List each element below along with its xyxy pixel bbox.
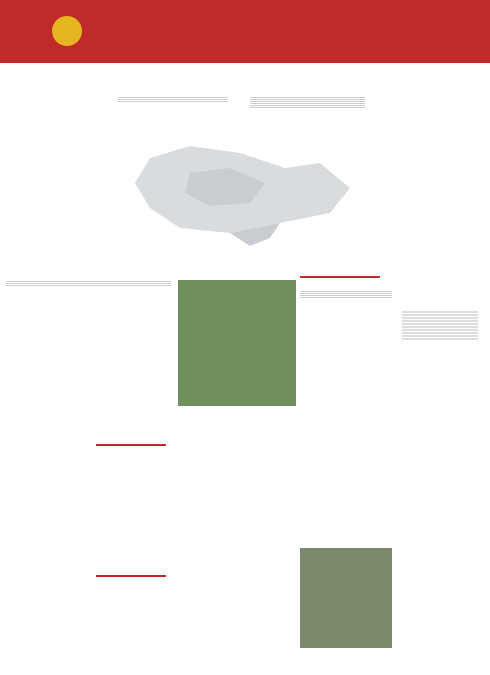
col-text-left bbox=[6, 280, 171, 287]
province-map bbox=[80, 128, 385, 248]
photo-main bbox=[178, 280, 296, 406]
intro-right bbox=[250, 96, 365, 109]
section-title-left bbox=[96, 444, 166, 446]
party-emblem bbox=[52, 16, 82, 46]
section-title-bottom bbox=[96, 575, 166, 577]
sidebar-text bbox=[402, 310, 486, 341]
map-area bbox=[80, 128, 385, 248]
section-title-mid bbox=[300, 276, 380, 278]
intro-left bbox=[118, 96, 228, 103]
photo-secondary bbox=[300, 548, 392, 648]
col-text-mid bbox=[300, 290, 392, 299]
